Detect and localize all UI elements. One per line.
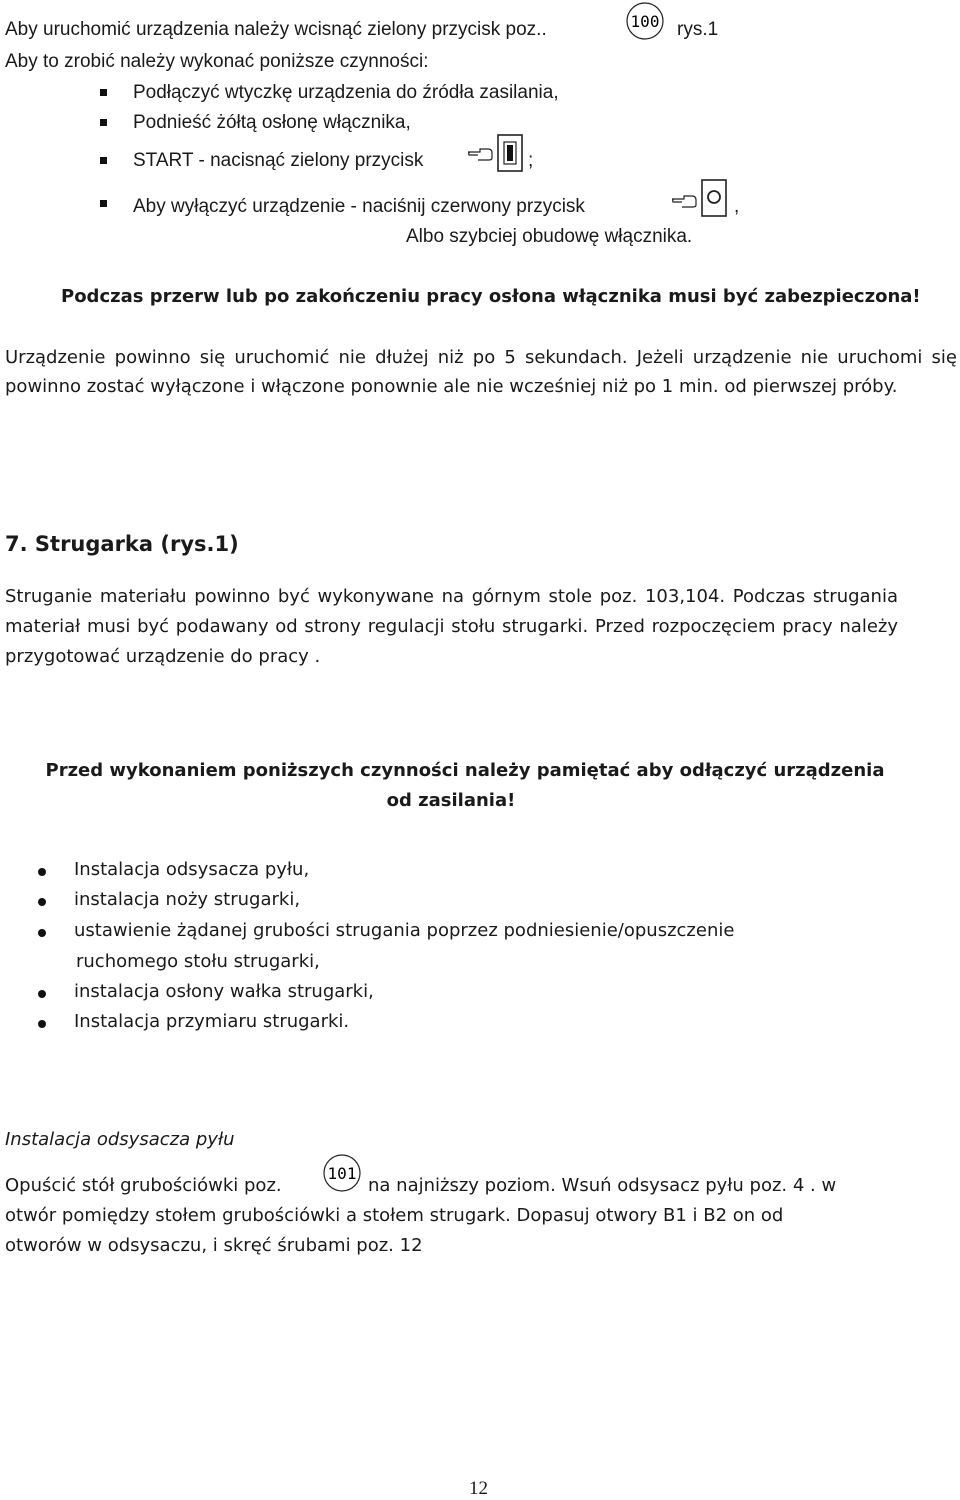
- subsection-line-1b: na najniższy poziom. Wsuń odsysacz pyłu poz. 4 . w: [368, 1175, 837, 1196]
- bullet-dot: [38, 898, 46, 906]
- subsection-line-2: otwór pomiędzy stołem grubościówki a stołem strugark. Dopasuj otwory B1 i B2 on od: [5, 1205, 784, 1226]
- step-item: Podnieść żółtą osłonę włącznika,: [133, 112, 411, 133]
- stop-continuation: Albo szybciej obudowę włącznika.: [406, 226, 693, 247]
- bullet-square: [100, 157, 107, 164]
- ref-badge-101: [318, 1154, 366, 1192]
- warning-disconnect: Przed wykonaniem poniższych czynności należy pamiętać aby odłączyć urządzenia: [45, 760, 885, 781]
- warning-disconnect-cont: od zasilania!: [386, 790, 516, 811]
- bullet-square: [100, 119, 107, 126]
- figure-ref: rys.1: [677, 19, 719, 40]
- bullet-dot: [38, 929, 46, 937]
- step-item: Aby wyłączyć urządzenie - naciśnij czerwony przycisk: [133, 196, 585, 217]
- bullet-square: [100, 89, 107, 96]
- task-item: ustawienie żądanej grubości strugania poprzez podniesienie/opuszczenie: [74, 920, 735, 941]
- warning-switch-cover: Podczas przerw lub po zakończeniu pracy osłona włącznika musi być zabezpieczona!: [61, 286, 921, 307]
- section-paragraph: Struganie materiału powinno być wykonywane na górnym stole poz. 103,104. Podczas strugania materiał musi być podawany od strony regulacji stołu strugarki. Przed rozpoczęciem pracy należy przygotować urządzenie do pracy .: [5, 586, 898, 667]
- svg-text:100: 100: [630, 12, 660, 31]
- stop-button-icon: [670, 178, 730, 220]
- section-heading: 7. Strugarka (rys.1): [5, 532, 239, 556]
- subsection-line-3: otworów w odsysaczu, i skręć śrubami poz. 12: [5, 1235, 423, 1256]
- task-item: Instalacja przymiaru strugarki.: [74, 1011, 350, 1032]
- svg-text:101: 101: [327, 1164, 357, 1183]
- page-number: 12: [469, 1478, 488, 1499]
- intro-line-1: Aby uruchomić urządzenia należy wcisnąć zielony przycisk poz..: [5, 19, 547, 40]
- start-suffix: ;: [528, 150, 534, 171]
- bullet-dot: [38, 990, 46, 998]
- subsection-line-1a: Opuścić stół grubościówki poz.: [5, 1175, 282, 1196]
- task-item: Instalacja odsysacza pyłu,: [74, 859, 310, 880]
- startup-paragraph: Urządzenie powinno się uruchomić nie dłużej niż po 5 sekundach. Jeżeli urządzenie nie uruchomi się powinno zostać wyłączone i włączone ponownie ale nie wcześniej niż po 1 min. od pierwszej próby.: [5, 347, 957, 397]
- start-button-icon: [466, 133, 526, 177]
- task-item: instalacja osłony wałka strugarki,: [74, 981, 374, 1002]
- step-item: Podłączyć wtyczkę urządzenia do źródła zasilania,: [133, 82, 559, 103]
- task-item-cont: ruchomego stołu strugarki,: [76, 951, 320, 972]
- bullet-square: [100, 200, 107, 207]
- bullet-dot: [38, 868, 46, 876]
- task-item: instalacja noży strugarki,: [74, 889, 301, 910]
- intro-line-2: Aby to zrobić należy wykonać poniższe czynności:: [5, 51, 429, 72]
- bullet-dot: [38, 1020, 46, 1028]
- step-item: START - nacisnąć zielony przycisk: [133, 150, 424, 171]
- subsection-title: Instalacja odsysacza pyłu: [5, 1129, 235, 1150]
- ref-badge-100: [621, 2, 669, 40]
- stop-suffix: ,: [734, 196, 740, 217]
